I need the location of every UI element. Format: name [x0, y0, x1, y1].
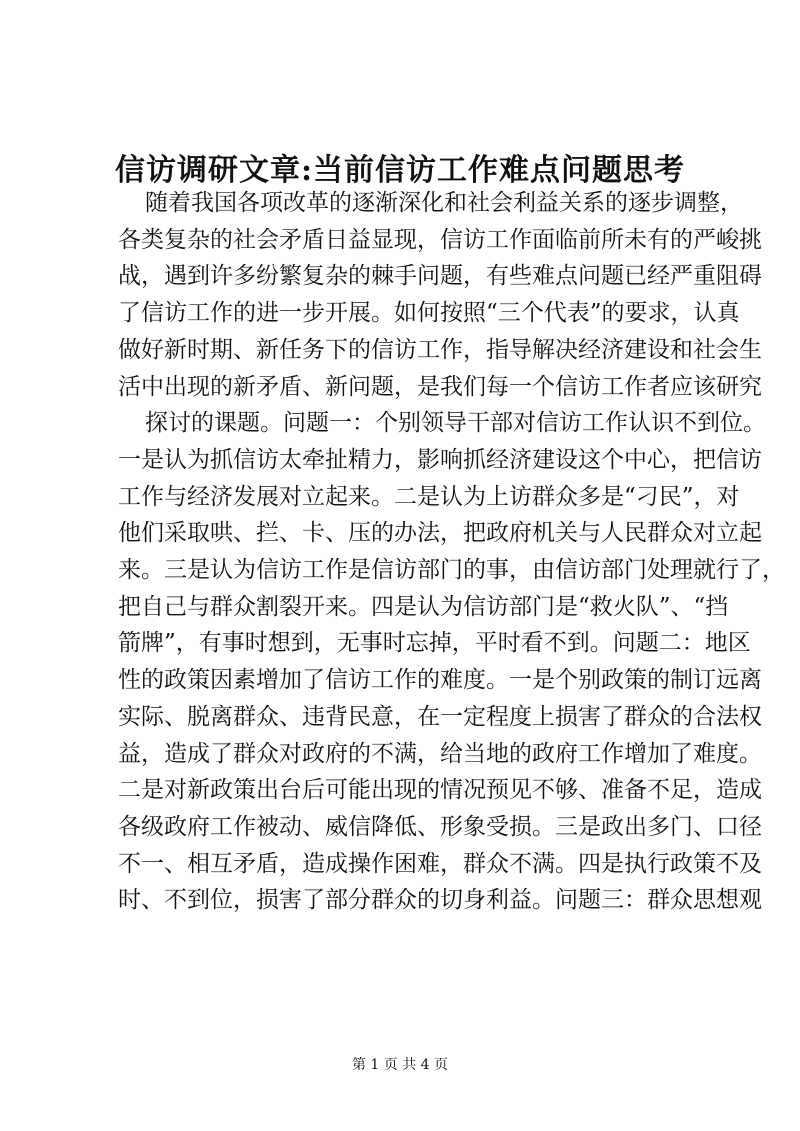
paragraph-2 [118, 405, 785, 919]
text-line: 战，遇到许多纷繁复杂的棘手问题，有些难点问题已经严重阻碍 [118, 263, 762, 290]
text-line: 实际、脱离群众、违背民意，在一定程度上损害了群众的合法权 [118, 703, 762, 730]
text-line: 一是认为抓信访太牵扯精力，影响抓经济建设这个中心，把信访 [118, 446, 762, 473]
text-line: 了信访工作的进一步开展。如何按照“三个代表”的要求，认真 [118, 300, 740, 327]
text-line: 性的政策因素增加了信访工作的难度。一是个别政策的制订远离 [118, 667, 762, 694]
text-line: 时、不到位，损害了部分群众的切身利益。问题三：群众思想观 [118, 887, 762, 914]
page-number-footer: 第 1 页 共 4 页 [351, 1057, 449, 1073]
paragraph-1 [118, 185, 762, 405]
text-line: 不一、相互矛盾，造成操作困难，群众不满。四是执行政策不及 [118, 850, 762, 877]
document-body [118, 185, 785, 919]
text-line: 活中出现的新矛盾、新问题，是我们每一个信访工作者应该研究 [118, 373, 762, 400]
document-title: 信访调研文章:当前信访工作难点问题思考 [114, 153, 686, 188]
text-line: 箭牌”，有事时想到，无事时忘掉，平时看不到。问题二：地区 [118, 630, 751, 657]
text-line: 二是对新政策出台后可能出现的情况预见不够、准备不足，造成 [118, 777, 762, 804]
text-line: 来。三是认为信访工作是信访部门的事，由信访部门处理就行了， [118, 557, 785, 584]
text-line: 做好新时期、新任务下的信访工作，指导解决经济建设和社会生 [118, 336, 762, 363]
text-line: 工作与经济发展对立起来。二是认为上访群众多是“刁民”，对 [118, 483, 740, 510]
text-line: 探讨的课题。问题一：个别领导干部对信访工作认识不到位。 [145, 410, 766, 437]
text-line: 随着我国各项改革的逐渐深化和社会利益关系的逐步调整， [145, 190, 743, 216]
text-line: 各级政府工作被动、威信降低、形象受损。三是政出多门、口径 [118, 813, 762, 840]
text-line: 益，造成了群众对政府的不满，给当地的政府工作增加了难度。 [118, 740, 762, 767]
text-line: 把自己与群众割裂开来。四是认为信访部门是“救火队”、“挡 [118, 593, 729, 620]
text-line: 他们采取哄、拦、卡、压的办法，把政府机关与人民群众对立起 [118, 520, 762, 547]
text-line: 各类复杂的社会矛盾日益显现，信访工作面临前所未有的严峻挑 [118, 226, 762, 253]
